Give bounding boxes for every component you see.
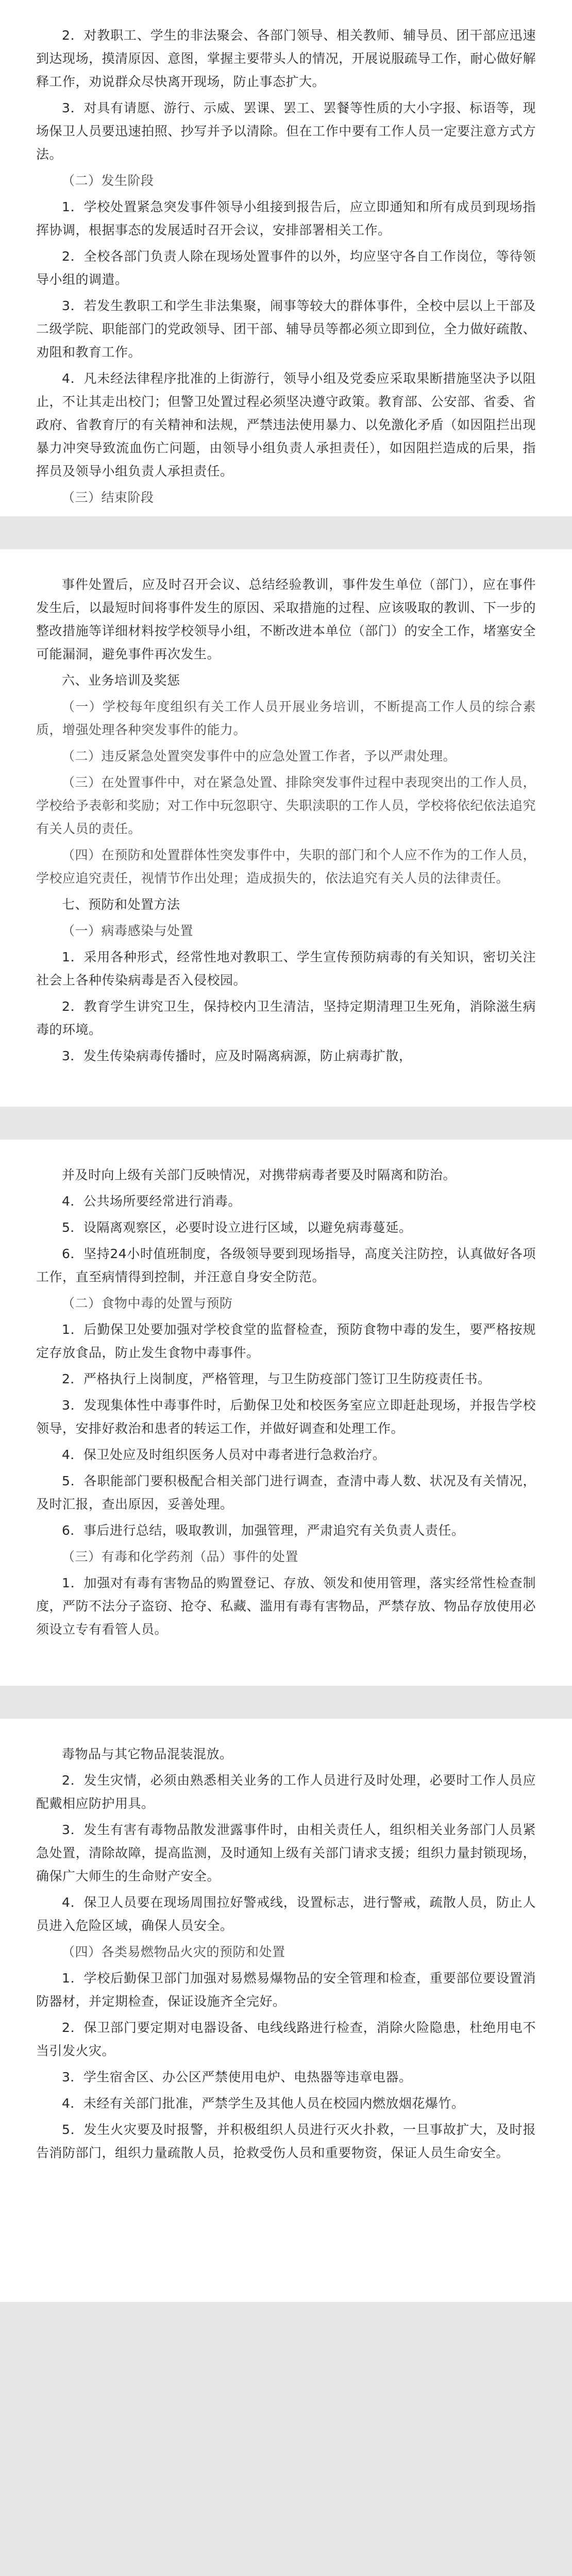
paragraph: 2．教育学生讲究卫生，保持校内卫生清洁，坚持定期清理卫生死角，消除滋生病毒的环境。 [36,999,536,1037]
paragraph: 3．若发生教职工和学生非法集聚，闹事等较大的群体事件，全校中层以上干部及二级学院、职能部门的党政领导、团干部、辅导员等都必须立即到位，全力做好疏散、劝阻和教育工作。 [36,298,536,360]
paragraph: 2．保卫部门要定期对电器设备、电线线路进行检查，消除火险隐患，杜绝用电不当引发火灾。 [36,2020,536,2058]
paragraph: 1．后勤保卫处要加强对学校食堂的监督检查，预防食物中毒的发生，要严格按规定存放食品，防止发生食物中毒事件。 [36,1322,536,1360]
document-page [0,549,572,1107]
paragraph: 1．采用各种形式，经常性地对教职工、学生宣传预防病毒的有关知识，密切关注社会上各种传染病毒是否入侵校园。 [36,950,536,988]
paragraph: （一）学校每年度组织有关工作人员开展业务培训，不断提高工作人员的综合素质，增强处理各种突发事件的能力。 [36,699,536,737]
document-page [0,0,572,516]
paragraph: 2．对教职工、学生的非法聚会、各部门领导、相关教师、辅导员、团干部应迅速到达现场，摸清原因、意图，掌握主要带头人的情况，开展说服疏导工作，耐心做好解释工作，劝说群众尽快离开现场，防止事态扩大。 [36,28,536,89]
paragraph: 2．发生灾情，必须由熟悉相关业务的工作人员进行及时处理，必要时工作人员应配戴相应防护用具。 [36,1773,536,1811]
paragraph: 3．发生有害有毒物品散发泄露事件时，由相关责任人，组织相关业务部门人员紧急处置，清除故障，提高监测，及时通知上级有关部门请求支援；组织力量封锁现场，确保广大师生的生命财产安全。 [36,1822,536,1884]
paragraph: 4．保卫人员要在现场周围拉好警戒线，设置标志，进行警戒，疏散人员，防止人员进入危险区域，确保人员安全。 [36,1895,536,1933]
section-heading: （四）各类易燃物品火灾的预防和处置 [62,1944,285,1959]
section-heading: （二）发生阶段 [62,173,154,188]
section-heading: （一）病毒感染与处置 [62,923,194,938]
paragraph: 2．全校各部门负责人除在现场处置事件的以外，均应坚守各自工作岗位，等待领导小组的调遣。 [36,249,536,287]
paragraph: 4．凡未经法律程序批准的上街游行，领导小组及党委应采取果断措施坚决予以阻止，不让其走出校门；但警卫处置过程必须坚决遵守政策。教育部、公安部、省委、省政府、省教育厅的有关精神和法规，严禁违法使用暴力、以免激化矛盾（如因阻拦出现暴力冲突导致流血伤亡问题，由领导小组负责人承担责任），如因阻拦造成的后果，指挥员及领导小组负责人承担责任。 [36,371,536,479]
paragraph: （二）违反紧急处置突发事件中的应急处置工作者，予以严肃处理。 [62,749,457,764]
paragraph: 1．加强对有毒有害物品的购置登记、存放、领发和使用管理，落实经常性检查制度，严防不法分子盗窃、抢夺、私藏、滥用有毒有害物品，严禁存放、物品存放使用必须设立专有看管人员。 [36,1575,536,1637]
paragraph: （三）在处置事件中，对在紧急处置、排除突发事件过程中表现突出的工作人员，学校给予表彰和奖励；对工作中玩忽职守、失职渎职的工作人员，学校将依纪依法追究有关人员的责任。 [36,775,536,836]
paragraph: 3．对具有请愿、游行、示威、罢课、罢工、罢餐等性质的大小字报、标语等，现场保卫人员要迅速拍照、抄写并予以清除。但在工作中要有工作人员一定要注意方式方法。 [36,100,536,162]
paragraph: 毒物品与其它物品混装混放。 [62,1747,233,1761]
paragraph: 6．事后进行总结，吸取教训，加强管理，严肃追究有关负责人责任。 [62,1523,465,1538]
section-heading: （三）有毒和化学药剂（品）事件的处置 [62,1549,299,1564]
paragraph: 事件处置后，应及时召开会议、总结经验教训，事件发生单位（部门），应在事件发生后，以最短时间将事件发生的原因、采取措施的过程、应该吸取的教训、下一步的整改措施等详细材料按学校领导小组，不断改进本单位（部门）的安全工作，堵塞安全可能漏洞，避免事件再次发生。 [36,577,536,662]
section-heading: （三）结束阶段 [62,490,154,505]
paragraph: 6．坚持24小时值班制度，各级领导要到现场指导，高度关注防控，认真做好各项工作，直至病情得到控制，并汪意自身安全防范。 [36,1246,536,1284]
section-heading: （二）食物中毒的处置与预防 [62,1296,233,1311]
paragraph: 并及时向上级有关部门反映情况，对携带病毒者要及时隔离和防治。 [62,1167,457,1182]
paragraph: 4．保卫处应及时组织医务人员对中毒者进行急救治疗。 [62,1447,386,1462]
paragraph: 六、业务培训及奖惩 [62,673,180,688]
document-page [0,1140,572,1686]
document-page [0,1719,572,2302]
paragraph: 4．未经有关部门批准，严禁学生及其他人员在校园内燃放烟花爆竹。 [62,2096,465,2111]
paragraph: 3．发现集体性中毒事件时，后勤保卫处和校医务室应立即赶赴现场，并报告学校领导，安排好救治和患者的转运工作，并做好调查和处理工作。 [36,1398,536,1436]
paragraph: 1．学校处置紧急突发事件领导小组接到报告后，应立即通知和所有成员到现场指挥协调，根据事态的发展适时召开会议，安排部署相关工作。 [36,199,536,238]
paragraph: 2．严格执行上岗制度，严格管理，与卫生防疫部门签订卫生防疫责任书。 [62,1371,491,1386]
paragraph: 七、预防和处置方法 [62,897,180,912]
paragraph: 3．学生宿舍区、办公区严禁使用电炉、电热器等违章电器。 [62,2070,412,2084]
paragraph: 4．公共场所要经常进行消毒。 [62,1194,241,1209]
paragraph: （四）在预防和处置群体性突发事件中，失职的部门和个人应不作为的工作人员，学校应追究责任，视情节作出处理；造成损失的，依法追究有关人员的法律责任。 [36,848,536,886]
paragraph: 3．发生传染病毒传播时，应及时隔离病源，防止病毒扩散， [62,1048,412,1063]
paragraph: 5．发生火灾要及时报警，并积极组织人员进行灭火扑救，一旦事故扩大，及时报告消防部门，组织力量疏散人员，抢救受伤人员和重要物资，保证人员生命安全。 [36,2122,536,2160]
paragraph: 1．学校后勤保卫部门加强对易燃易爆物品的安全管理和检查，重要部位要设置消防器材，并定期检查，保证设施齐全完好。 [36,1971,536,2009]
paragraph: 5．设隔离观察区，必要时设立进行区域，以避免病毒蔓延。 [62,1220,412,1235]
paragraph: 5．各职能部门要积极配合相关部门进行调查，查清中毒人数、状况及有关情况，及时汇报，查出原因，妥善处理。 [36,1473,536,1512]
